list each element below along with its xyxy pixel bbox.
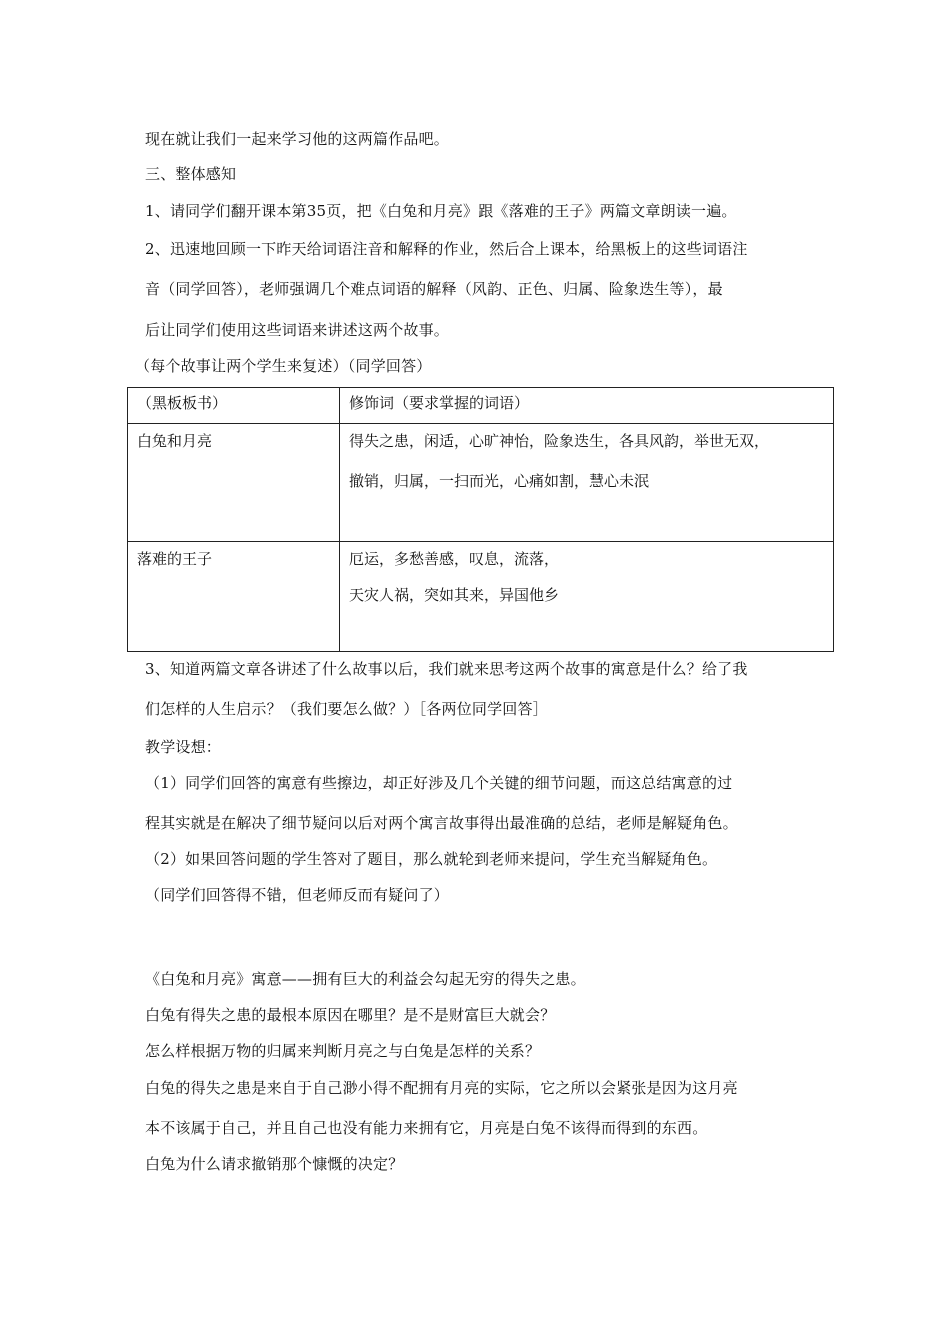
- row-title-rabbit-moon: 白兔和月亮: [128, 424, 340, 542]
- answer-line-2: 本不该属于自己，并且自己也没有能力来拥有它，月亮是白兔不该得而得到的东西。: [145, 1119, 708, 1137]
- table-header-words: 修饰词（要求掌握的词语）: [340, 388, 834, 424]
- answer-line-1: 白兔的得失之患是来自于自己渺小得不配拥有月亮的实际，它之所以会紧张是因为这月亮: [145, 1079, 738, 1097]
- question-1: 白兔有得失之患的最根本原因在哪里？是不是财富巨大就会？: [145, 1006, 556, 1024]
- step-1: 1、请同学们翻开课本第35页，把《白兔和月亮》跟《落难的王子》两篇文章朗读一遍。: [145, 202, 737, 220]
- retell-note: （每个故事让两个学生来复述）（同学回答）: [135, 357, 432, 375]
- question-3: 白兔为什么请求撤销那个慷慨的决定？: [145, 1155, 404, 1173]
- row-words-rabbit-moon: [340, 424, 834, 542]
- table-row: [128, 424, 834, 542]
- row-title-fallen-prince: 落难的王子: [128, 542, 340, 652]
- step-2-line-3: 后让同学们使用这些词语来讲述这两个故事。: [145, 321, 450, 339]
- design-note: （同学们回答得不错，但老师反而有疑问了）: [145, 886, 450, 904]
- intro-line: 现在就让我们一起来学习他的这两篇作品吧。: [145, 130, 450, 148]
- moral-statement: 《白兔和月亮》寓意——拥有巨大的利益会勾起无穷的得失之患。: [145, 970, 586, 988]
- question-2: 怎么样根据万物的归属来判断月亮之与白兔是怎样的关系？: [145, 1042, 541, 1060]
- row-words-fallen-prince: [340, 542, 834, 652]
- words-line: 厄运，多愁善感，叹息，流落，: [349, 550, 560, 568]
- step-2-line-2: 音（同学回答），老师强调几个难点词语的解释（风韵、正色、归属、险象迭生等），最: [145, 280, 723, 298]
- words-line: 撤销，归属，一扫而光，心痛如割，慧心未泯: [349, 472, 650, 490]
- design-2: （2）如果回答问题的学生答对了题目，那么就轮到老师来提问，学生充当解疑角色。: [145, 850, 718, 868]
- table-header-board: （黑板板书）: [128, 388, 340, 424]
- step-3-line-2: 们怎样的人生启示？（我们要怎么做？）［各两位同学回答］: [145, 700, 548, 718]
- vocabulary-table: [127, 387, 834, 652]
- design-1-line-1: （1）同学们回答的寓意有些擦边，却正好涉及几个关键的细节问题，而这总结寓意的过: [145, 774, 733, 792]
- step-3-line-1: 3、知道两篇文章各讲述了什么故事以后，我们就来思考这两个故事的寓意是什么？给了我: [145, 660, 748, 678]
- table-header-row: [128, 388, 834, 424]
- step-2-line-1: 2、迅速地回顾一下昨天给词语注音和解释的作业，然后合上课本，给黑板上的这些词语注: [145, 240, 748, 258]
- section-heading: 三、整体感知: [145, 165, 237, 183]
- design-heading: 教学设想：: [145, 738, 222, 756]
- table-row: [128, 542, 834, 652]
- words-line: 天灾人祸，突如其来，异国他乡: [349, 586, 560, 604]
- design-1-line-2: 程其实就是在解决了细节疑问以后对两个寓言故事得出最准确的总结，老师是解疑角色。: [145, 814, 738, 832]
- words-line: 得失之患，闲适，心旷神怡，险象迭生，各具风韵，举世无双，: [349, 432, 770, 450]
